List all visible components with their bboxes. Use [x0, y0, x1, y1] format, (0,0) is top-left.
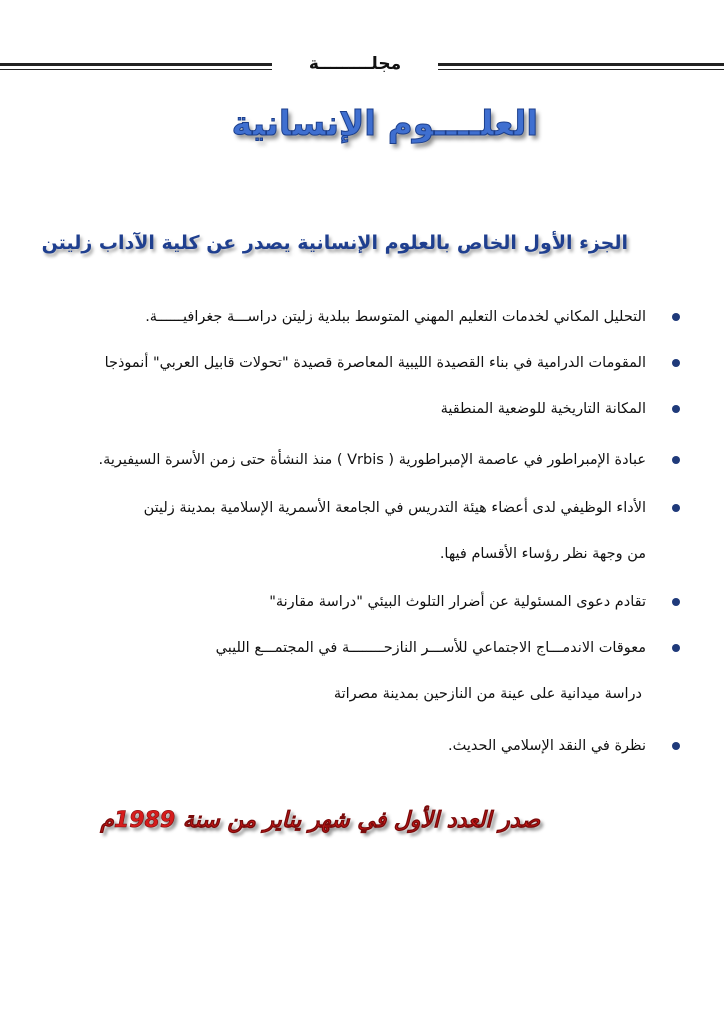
article-title: الأداء الوظيفي لدى أعضاء هيئة التدريس في الجامعة الأسمرية الإسلامية بمدينة زليتن — [143, 500, 646, 516]
articles-list — [30, 306, 680, 757]
article-title: المكانة التاريخية للوضعية المنطقية — [440, 401, 646, 417]
article-item — [30, 735, 680, 757]
bullet-icon — [672, 405, 680, 413]
bullet-icon — [672, 598, 680, 606]
article-item — [30, 497, 680, 565]
bullet-icon — [672, 313, 680, 321]
article-item — [30, 306, 680, 328]
article-title: المقومات الدرامية في بناء القصيدة الليبية المعاصرة قصيدة "تحولات قابيل العربي" أنموذجا — [104, 355, 646, 371]
article-title: عبادة الإمبراطور في عاصمة الإمبراطورية ( Vrbis ) منذ النشأة حتى زمن الأسرة السيفيرية. — [98, 452, 646, 468]
header-rule-left — [0, 63, 272, 70]
article-title: نظرة في النقد الإسلامي الحديث. — [447, 738, 646, 754]
article-title: التحليل المكاني لخدمات التعليم المهني المتوسط ببلدية زليتن دراســـة جغرافيــــــة. — [145, 309, 646, 325]
article-item — [30, 352, 680, 374]
bullet-icon — [672, 504, 680, 512]
bullet-icon — [672, 742, 680, 750]
article-item — [30, 591, 680, 613]
journal-title: العلــــوم الإنسانية — [231, 104, 538, 144]
bullet-icon — [672, 644, 680, 652]
article-item — [30, 449, 680, 471]
bullet-icon — [672, 359, 680, 367]
first-issue-note: صدر العدد الأول في شهر يناير من سنة 1989م — [100, 808, 540, 833]
magazine-label: مجلـــــــــة — [308, 54, 402, 74]
bullet-icon — [672, 456, 680, 464]
article-title-continued: من وجهة نظر رؤساء الأقسام فيها. — [439, 546, 646, 562]
header-bar — [0, 56, 724, 80]
article-title-continued: دراسة ميدانية على عينة من النازحين بمدينة مصراتة — [333, 686, 642, 702]
article-item — [30, 637, 680, 705]
header-rule-right — [438, 63, 724, 70]
article-title: تقادم دعوى المسئولية عن أضرار التلوث البيئي "دراسة مقارنة" — [269, 594, 646, 610]
article-item — [30, 398, 680, 420]
journal-subtitle: الجزء الأول الخاص بالعلوم الإنسانية يصدر عن كلية الآداب زليتن — [41, 232, 628, 254]
article-title: معوقات الاندمـــاج الاجتماعي للأســـر النازحــــــــة في المجتمـــع الليبي — [215, 640, 646, 656]
